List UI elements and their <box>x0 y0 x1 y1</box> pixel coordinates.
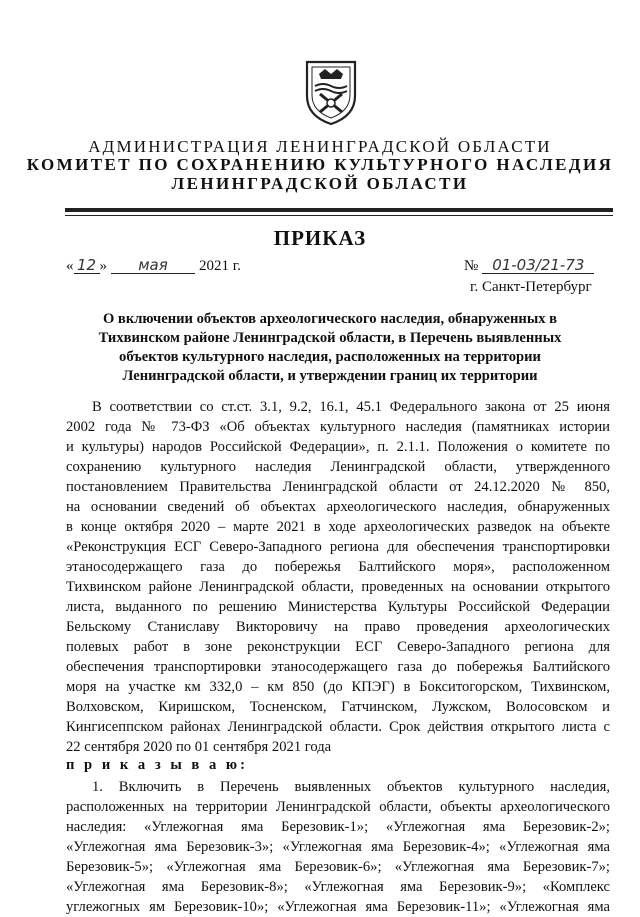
body-line: «Реконструкция ЕСГ Северо-Западного региона для обеспечения транспортировки <box>66 539 610 555</box>
body-line: В соответствии со ст.ст. 3.1, 9.2, 16.1, 45.1 Федерального закона от 25 июня <box>92 399 610 415</box>
item-line: расположенных на территории Ленинградской области, объекты археологического <box>66 799 610 815</box>
body-line: Тихвинском районе Ленинградской области, проведенных на основании открытого <box>66 579 610 595</box>
order-date <box>66 257 241 275</box>
date-quote-close: » <box>99 258 107 274</box>
body-line: в конце октября 2020 – марте 2021 в ходе археологических разведок на объекте <box>66 519 610 535</box>
body-line: 22 сентября 2020 по 01 сентября 2021 года <box>66 739 332 755</box>
body-line: на основании сведений об объектах археологического наследия, обнаруженных <box>66 499 610 515</box>
item-line: «Углежогная яма Березовик-8»; «Углежогная яма Березовик-9»; «Комплекс <box>66 879 610 895</box>
title-line: Ленинградской области, и утверждении границ их территории <box>122 368 538 384</box>
body-line: листа, выданного по решению Министерства Культуры Российской Федерации <box>66 599 610 615</box>
city: г. Санкт-Петербург <box>470 279 592 295</box>
date-day: 12 <box>74 257 100 274</box>
order-number <box>464 257 594 275</box>
item-line: наследия: «Углежогная яма Березовик-1»; «Углежогная яма Березовик-2»; <box>66 819 610 835</box>
body-line: этаносодержащего газа до побережья Балтийского моря», расположенном <box>66 559 610 575</box>
committee-title: КОМИТЕТ ПО СОХРАНЕНИЮ КУЛЬТУРНОГО НАСЛЕДИЯ <box>26 155 614 174</box>
body-line: Кингисеппском районах Ленинградской области. Срок действия открытого листа с <box>66 719 610 735</box>
header-rule-thin <box>65 215 613 216</box>
body-line: сохранению культурного наследия Ленинградской области, утвержденного <box>66 459 610 475</box>
body-line: Бельскому Станиславу Викторовичу на право проведения археологических <box>66 619 610 635</box>
body-line: постановлением Правительства Ленинградской области от 24.12.2020 № 850, <box>66 479 610 495</box>
date-quote-open: « <box>66 258 74 274</box>
item-line: 1. Включить в Перечень выявленных объектов культурного наследия, <box>92 779 610 795</box>
header-rule-thick <box>65 208 613 212</box>
body-line: обеспечения транспортировки этаносодержащего газа до побережья Балтийского <box>66 659 610 675</box>
item-line: Березовик-5»; «Углежогная яма Березовик-6»; «Углежогная яма Березовик-7»; <box>66 859 610 875</box>
prikazyvayu-heading: п р и к а з ы в а ю: <box>66 757 248 773</box>
item-line: «Углежогная яма Березовик-3»; «Углежогная яма Березовик-4»; «Углежогная яма <box>66 839 610 855</box>
coat-of-arms-icon <box>303 60 359 126</box>
body-line: 2002 года № 73-ФЗ «Об объектах культурного наследия (памятниках истории <box>66 419 610 435</box>
region-title: ЛЕНИНГРАДСКОЙ ОБЛАСТИ <box>171 174 469 193</box>
body-line: Волховском, Киришском, Тосненском, Гатчинском, Лужском, Волосовском и <box>66 699 610 715</box>
document-type: ПРИКАЗ <box>273 226 367 250</box>
body-line: полевых работ в зоне реконструкции ЕСГ Северо-Западного региона для <box>66 639 610 655</box>
body-line: и культуры) народов Российской Федерации», п. 2.1.1. Положения о комитете по <box>66 439 610 455</box>
title-line: О включении объектов археологического наследия, обнаруженных в <box>102 311 558 327</box>
number-prefix: № <box>464 258 479 274</box>
date-year: 2021 г. <box>199 258 241 274</box>
title-line: объектов культурного наследия, расположенных на территории <box>119 349 541 365</box>
item-line: углежогных ям Березовик-10»; «Углежогная яма Березовик-11»; «Углежогная яма <box>66 899 610 915</box>
date-month: мая <box>111 257 195 274</box>
administration-title: АДМИНИСТРАЦИЯ ЛЕНИНГРАДСКОЙ ОБЛАСТИ <box>88 137 552 156</box>
number-value: 01-03/21-73 <box>482 257 594 274</box>
body-line: моря на участке км 332,0 – км 850 (до КПЭГ) в Бокситогорском, Тихвинском, <box>66 679 610 695</box>
title-line: Тихвинском районе Ленинградской области, в Перечень выявленных <box>98 330 562 346</box>
